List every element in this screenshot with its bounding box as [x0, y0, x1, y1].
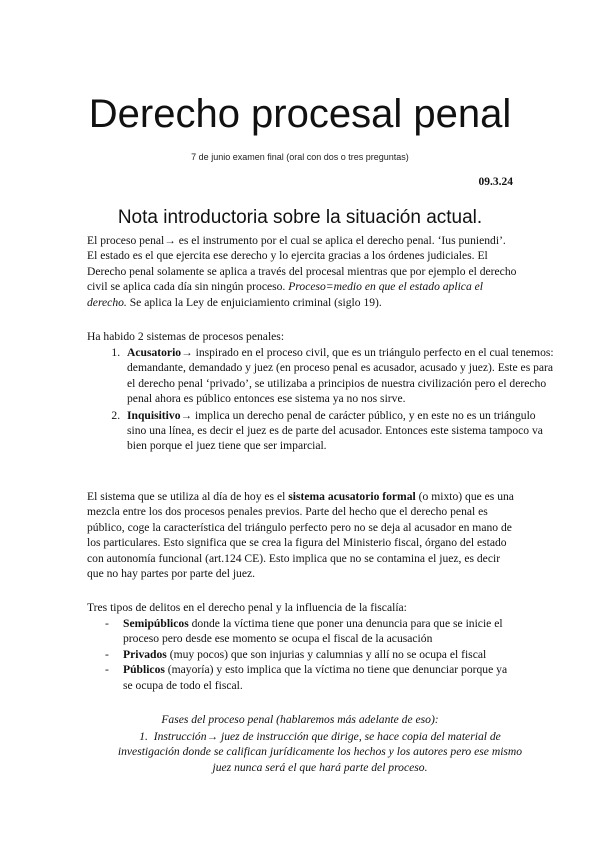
list-item	[87, 662, 518, 693]
phases-title: Fases del proceso penal (hablaremos más adelante de eso):	[161, 713, 439, 726]
systems-lead: Ha habido 2 sistemas de procesos penales:	[87, 330, 285, 343]
document-title: Derecho procesal penal	[88, 92, 512, 136]
intro-text-end: Se aplica la Ley de enjuiciamiento criminal (siglo 19).	[129, 295, 382, 309]
list-item	[123, 345, 554, 407]
system-description: inspirado en el proceso civil, que es un triángulo perfecto en el cual tenemos: demandante, demandado y juez (en proceso penal es acusador, acusado y juez). Este es para el derecho penal ‘privado’, se utilizaba a principios de nuestra civilización pero el derecho penal ahora es público entonces ese sistema ya no nos sirve.	[127, 346, 554, 406]
crime-description: donde la víctima tiene que poner una denuncia para que se inicie el proceso pero desde ese momento se ocupa el fiscal de la acusación	[123, 617, 503, 646]
phase-text: Instrucción→ juez de instrucción que dirige, se hace copia del material de investigación donde se califican jurídicamente los hechos y los autores pero ese mismo juez nunca será el que hará parte del proceso.	[117, 730, 523, 774]
system-term: Acusatorio	[127, 346, 182, 359]
arrow-icon: →	[181, 346, 193, 359]
crimes-list	[87, 616, 518, 693]
exam-note: 7 de junio examen final (oral con dos o tres preguntas)	[191, 152, 409, 162]
phase-item	[110, 729, 530, 775]
formal-term: sistema acusatorio formal	[288, 490, 416, 503]
crime-term: Públicos	[123, 663, 165, 677]
system-term: Inquisitivo	[127, 408, 181, 422]
phase-number: 1.	[139, 730, 148, 743]
dash-bullet: -	[105, 663, 109, 677]
crime-term: Privados	[123, 647, 167, 661]
list-item	[123, 408, 554, 454]
dash-bullet: -	[105, 647, 109, 661]
intro-paragraph	[87, 233, 518, 310]
formal-text: El sistema que se utiliza al día de hoy es el	[87, 490, 289, 503]
arrow-icon: →	[180, 408, 193, 422]
list-item	[87, 647, 518, 662]
document-date: 09.3.24	[478, 176, 513, 188]
crimes-lead: Tres tipos de delitos en el derecho penal y la influencia de la fiscalía:	[87, 601, 407, 614]
formal-system-paragraph	[87, 489, 518, 581]
formal-text-end: (o mixto) que es una mezcla entre los dos procesos penales previos. Parte del hecho que el derecho penal es público, coge la característica del triángulo perfecto pero no se deja al acusador en mano de los particulares. Esto significa que se crea la figura del Ministerio fiscal, órgano del estado con autonomía funcional (art.124 CE). Esto implica que no se contamina el juez, es decir que no hay partes por parte del juez.	[87, 490, 514, 581]
intro-italic: Proceso=medio en que el estado aplica el derecho.	[87, 280, 484, 309]
intro-text: El proceso penal→ es el instrumento por el cual se aplica el derecho penal. ‘Ius puniendi’. El estado es el que ejercita ese derecho y lo ejercita gracias a los órdenes judiciales. El Derecho penal solamente se aplica a través del procesal mientras que por ejemplo el derecho civil se aplica cada día sin ningún proceso.	[87, 234, 517, 294]
crime-description: (mayoría) y esto implica que la víctima no tiene que denunciar porque ya se ocupa de todo el fiscal.	[123, 663, 508, 692]
systems-list	[87, 345, 554, 455]
list-item	[87, 616, 518, 647]
section-heading: Nota introductoria sobre la situación actual.	[117, 207, 483, 228]
crime-term: Semipúblicos	[123, 617, 189, 630]
crime-description: (muy pocos) que son injurias y calumnias y allí no se ocupa el fiscal	[166, 647, 487, 661]
system-description: implica un derecho penal de carácter público, y en este no es un triángulo sino una línea, es decir el juez es de parte del acusador. Entonces este sistema tampoco va bien porque el juez tiene que ser imparcial.	[127, 408, 543, 453]
dash-bullet: -	[105, 617, 109, 630]
